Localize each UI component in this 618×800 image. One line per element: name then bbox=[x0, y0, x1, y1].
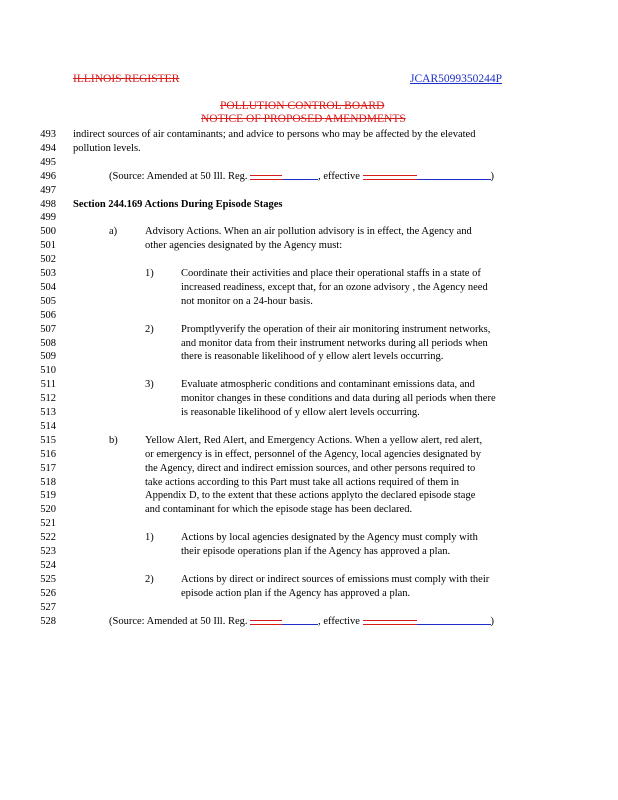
text-line-511: Evaluate atmospheric conditions and contaminant emissions data, and bbox=[181, 379, 475, 391]
source-suffix: ) bbox=[490, 615, 495, 627]
line-number: 501 bbox=[40, 240, 56, 252]
line-number: 498 bbox=[40, 198, 56, 210]
item-b2-label: 2) bbox=[145, 573, 154, 585]
line-number: 510 bbox=[40, 365, 56, 377]
line-number: 520 bbox=[40, 504, 56, 516]
text-line-526: episode action plan if the Agency has approved a plan. bbox=[181, 587, 411, 599]
text-line-523: their episode operations plan if the Agency has approved a plan. bbox=[181, 546, 451, 557]
source-note-2 bbox=[109, 615, 494, 629]
line-number: 499 bbox=[40, 212, 56, 224]
item-b1-label: 1) bbox=[145, 532, 154, 544]
text-line-500: Advisory Actions. When an air pollution advisory is in effect, the Agency and bbox=[145, 226, 472, 238]
line-number: 516 bbox=[40, 448, 56, 460]
line-number: 511 bbox=[40, 379, 56, 391]
text-line-501: other agencies designated by the Agency must: bbox=[145, 240, 343, 252]
line-number: 502 bbox=[40, 254, 56, 266]
line-number: 503 bbox=[40, 268, 56, 279]
line-number: 526 bbox=[40, 587, 56, 599]
line-number: 495 bbox=[40, 156, 56, 168]
text-line-509: there is reasonable likelihood of y ellow alert levels occurring. bbox=[181, 351, 444, 363]
line-number: 505 bbox=[40, 295, 56, 307]
line-number: 509 bbox=[40, 351, 56, 363]
text-line-504: increased readiness, except that, for an ozone advisory , the Agency need bbox=[181, 281, 488, 293]
text-line-519: Appendix D, to the extent that these actions applyto the declared episode stage bbox=[145, 490, 476, 502]
line-number: 517 bbox=[40, 462, 56, 474]
notice-title: NOTICE OF PROPOSED AMENDMENTS bbox=[201, 113, 406, 125]
text-line-512: monitor changes in these conditions and data during all periods when there bbox=[181, 393, 496, 405]
line-number: 494 bbox=[40, 142, 56, 154]
line-number: 518 bbox=[40, 476, 56, 488]
line-number: 504 bbox=[40, 281, 56, 293]
effective-blank-1[interactable] bbox=[363, 170, 491, 179]
line-number: 514 bbox=[40, 420, 56, 432]
section-heading: Section 244.169 Actions During Episode Stages bbox=[73, 198, 283, 210]
reg-blank-1[interactable] bbox=[250, 170, 318, 179]
line-number: 519 bbox=[40, 490, 56, 502]
line-number: 508 bbox=[40, 337, 56, 349]
text-line-508: and monitor data from their instrument networks during all periods when bbox=[181, 337, 488, 349]
jcar-code: JCAR5099350244P bbox=[410, 73, 503, 85]
text-line-520: and contaminant for which the episode stage has been declared. bbox=[145, 504, 413, 516]
source-note-1 bbox=[109, 170, 494, 184]
reg-blank-2[interactable] bbox=[250, 615, 318, 624]
text-line-503: Coordinate their activities and place their operational staffs in a state of bbox=[181, 268, 481, 279]
text-line-515: Yellow Alert, Red Alert, and Emergency Actions. When a yellow alert, red alert, bbox=[145, 434, 483, 446]
line-number: 528 bbox=[40, 615, 56, 627]
text-line-522: Actions by local agencies designated by the Agency must comply with bbox=[181, 532, 478, 544]
text-line-518: take actions according to this Part must take all actions required of them in bbox=[145, 476, 460, 488]
line-number: 515 bbox=[40, 434, 56, 446]
line-number: 493 bbox=[40, 129, 56, 140]
text-line-517: the Agency, direct and indirect emission sources, and other persons required to bbox=[145, 462, 476, 474]
line-number: 521 bbox=[40, 518, 56, 530]
line-number: 507 bbox=[40, 323, 56, 335]
board-name: POLLUTION CONTROL BOARD bbox=[220, 100, 385, 112]
register-title: ILLINOIS REGISTER bbox=[73, 73, 180, 85]
effective-blank-2[interactable] bbox=[363, 615, 491, 624]
line-number: 525 bbox=[40, 573, 56, 585]
item-a1-label: 1) bbox=[145, 268, 154, 279]
text-line-507: Promptlyverify the operation of their air monitoring instrument networks, bbox=[181, 323, 491, 335]
line-number: 512 bbox=[40, 393, 56, 405]
item-a3-label: 3) bbox=[145, 379, 154, 391]
text-line-516: or emergency is in effect, personnel of the Agency, local agencies designated by bbox=[145, 448, 481, 460]
source-prefix: (Source: Amended at 50 Ill. Reg. bbox=[109, 615, 251, 627]
line-number: 524 bbox=[40, 559, 56, 571]
line-number: 527 bbox=[40, 601, 56, 613]
source-suffix: ) bbox=[490, 170, 495, 182]
text-line-513: is reasonable likelihood of y ellow alert levels occurring. bbox=[181, 407, 420, 418]
line-number: 522 bbox=[40, 532, 56, 544]
line-number: 513 bbox=[40, 407, 56, 418]
text-line-525: Actions by direct or indirect sources of emissions must comply with their bbox=[181, 573, 490, 585]
text-line-493: indirect sources of air contaminants; and advice to persons who may be affected by the elevated bbox=[73, 129, 476, 140]
line-number: 506 bbox=[40, 309, 56, 321]
source-prefix: (Source: Amended at 50 Ill. Reg. bbox=[109, 170, 251, 182]
line-number: 497 bbox=[40, 184, 56, 196]
source-mid: , effective bbox=[318, 170, 363, 182]
line-number: 500 bbox=[40, 226, 56, 238]
source-mid: , effective bbox=[318, 615, 363, 627]
item-a2-label: 2) bbox=[145, 323, 154, 335]
subsection-a-label: a) bbox=[109, 226, 118, 238]
text-line-505: not monitor on a 24-hour basis. bbox=[181, 295, 313, 307]
subsection-b-label: b) bbox=[109, 434, 118, 446]
line-number: 523 bbox=[40, 546, 56, 557]
text-line-494: pollution levels. bbox=[73, 142, 141, 154]
line-number: 496 bbox=[40, 170, 56, 182]
